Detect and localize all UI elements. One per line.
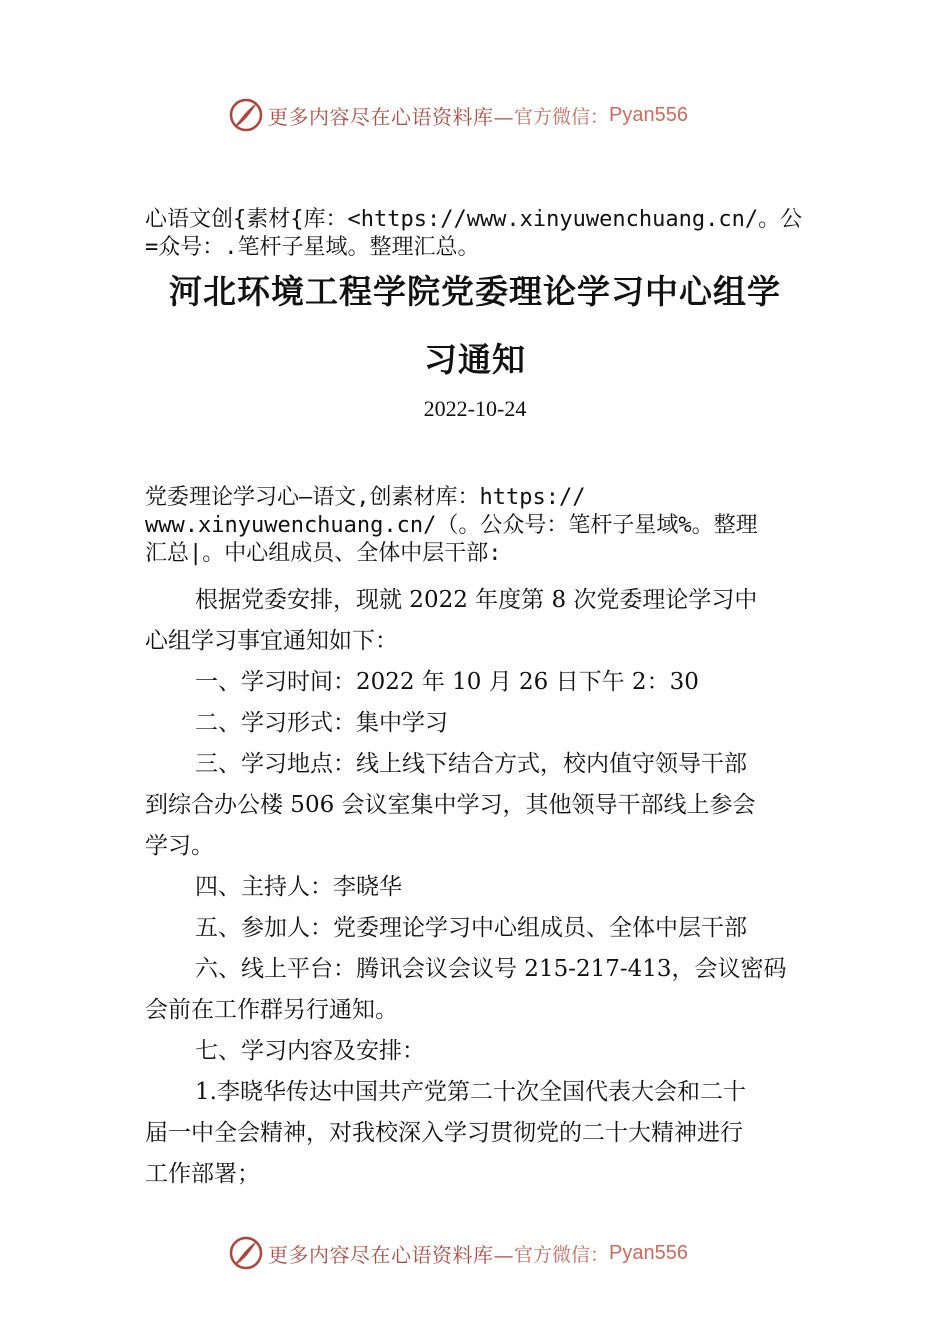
document-date: 2022-10-24 bbox=[423, 396, 527, 421]
intro-paragraph: 根据党委安排，现就 2022 年度第 8 次党委理论学习中 bbox=[195, 587, 758, 613]
source-note-line: =众号：.笔杆子星域。整理汇总。 bbox=[145, 235, 480, 260]
addressee bbox=[145, 484, 825, 568]
quill-pen-logo-icon bbox=[228, 1235, 264, 1271]
content-item-1-continued: 工作部署； bbox=[145, 1161, 260, 1187]
host: 四、主持人：李晓华 bbox=[195, 874, 402, 900]
study-place-continued: 学习。 bbox=[145, 833, 214, 859]
intro-paragraph-continued: 心组学习事宜通知如下： bbox=[145, 628, 398, 654]
content-item-1: 1.李晓华传达中国共产党第二十次全国代表大会和二十 bbox=[195, 1079, 746, 1105]
addressee-line: 党委理论学习心—语文,创素材库：https:// bbox=[145, 485, 586, 510]
addressee-line: 汇总|。中心组成员、全体中层干部: bbox=[145, 541, 502, 566]
footer-watermark-banner bbox=[228, 1233, 748, 1273]
study-place: 三、学习地点：线上线下结合方式，校内值守领导干部 bbox=[195, 751, 747, 777]
watermark-wechat-id: Pyan556 bbox=[609, 1241, 688, 1264]
study-format: 二、学习形式：集中学习 bbox=[195, 710, 448, 736]
notice-body bbox=[145, 580, 810, 1195]
document-title: 河北环境工程学院党委理论学习中心组学 bbox=[169, 272, 781, 311]
watermark-slogan: 更多内容尽在心语资料库— bbox=[268, 1242, 514, 1267]
document-title-continued: 习通知 bbox=[424, 340, 526, 379]
study-place-continued: 到综合办公楼 506 会议室集中学习，其他领导干部线上参会 bbox=[145, 792, 756, 818]
study-time: 一、学习时间：2022 年 10 月 26 日下午 2：30 bbox=[195, 669, 699, 695]
attendees: 五、参加人：党委理论学习中心组成员、全体中层干部 bbox=[195, 915, 747, 941]
content-heading: 七、学习内容及安排： bbox=[195, 1038, 425, 1064]
online-platform-continued: 会前在工作群另行通知。 bbox=[145, 997, 398, 1023]
addressee-line: www.xinyuwenchuang.cn/（。公众号：笔杆子星域%。整理 bbox=[145, 513, 758, 538]
watermark-wechat-label: 官方微信： bbox=[514, 1243, 610, 1266]
watermark-slogan: 更多内容尽在心语资料库— bbox=[268, 104, 514, 129]
header-watermark-banner bbox=[228, 95, 748, 135]
watermark-wechat-id: Pyan556 bbox=[609, 103, 688, 126]
watermark-wechat-label: 官方微信： bbox=[514, 105, 610, 128]
source-note-line: 心语文创{素材{库：<https://www.xinyuwenchuang.cn/。公 bbox=[145, 207, 803, 232]
quill-pen-logo-icon bbox=[228, 97, 264, 133]
source-note bbox=[145, 206, 825, 262]
content-item-1-continued: 届一中全会精神，对我校深入学习贯彻党的二十大精神进行 bbox=[145, 1120, 743, 1146]
online-platform: 六、线上平台：腾讯会议会议号 215-217-413，会议密码 bbox=[195, 956, 787, 982]
